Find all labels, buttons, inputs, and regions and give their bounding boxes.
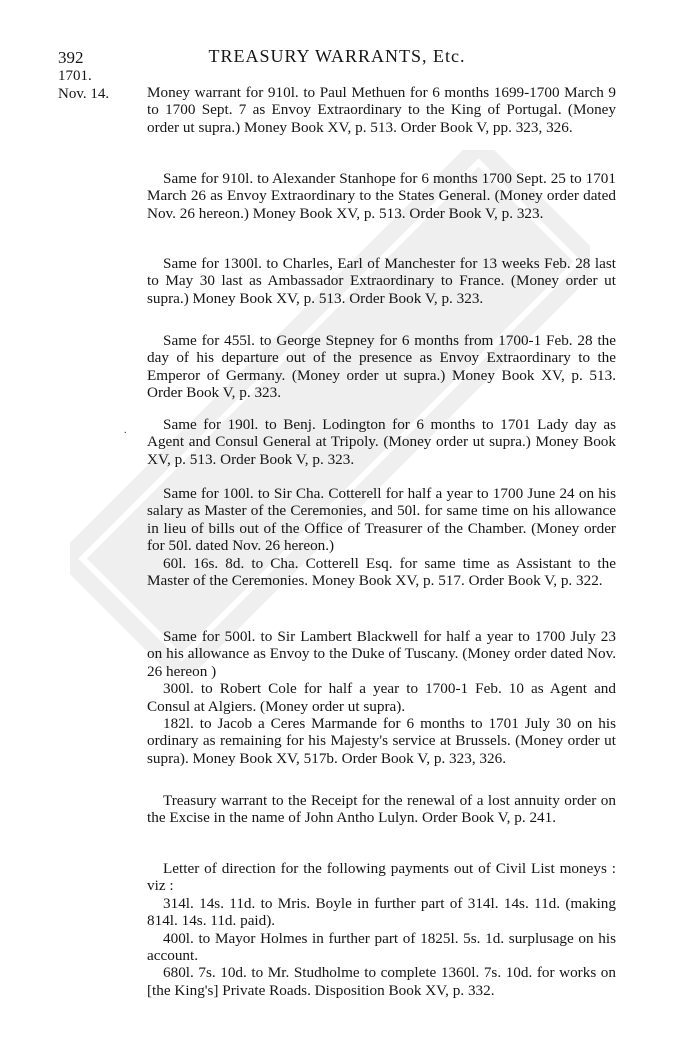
entry-stepney (147, 332, 616, 402)
entry-stanhope (147, 170, 616, 222)
entry-cotterell (147, 485, 616, 589)
margin-date: Nov. 14. (58, 86, 110, 102)
entry-paragraph: Same for 500l. to Sir Lambert Blackwell for half a year to 1700 July 23 on his allowance as Envoy to the Duke of Tuscany. (Money order dated Nov. 26 hereon ) (147, 628, 616, 680)
entry-lodington (147, 416, 616, 468)
entry-paragraph: Same for 1300l. to Charles, Earl of Manchester for 13 weeks Feb. 28 last to May 30 last as Ambassador Extraordinary to France. (Money order ut supra.) Money Book XV, p. 513. Order Book V, p. 323. (147, 255, 616, 307)
entry-paragraph: 400l. to Mayor Holmes in further part of 1825l. 5s. 1d. surplusage on his account. (147, 929, 616, 965)
entry-paragraph: Same for 190l. to Benj. Lodington for 6 months to 1701 Lady day as Agent and Consul General at Tripoly. (Money order ut supra.) Money Book XV, p. 513. Order Book V, p. 323. (147, 416, 616, 468)
stray-mark: . (124, 425, 127, 436)
entry-paragraph: Same for 100l. to Sir Cha. Cotterell for half a year to 1700 June 24 on his salary as Master of the Ceremonies, and 50l. for same time on his allowance in lieu of bills out of the Office of Treasurer of the Chamber. (Money order for 50l. dated Nov. 26 hereon.) (147, 485, 616, 555)
margin-year: 1701. (58, 68, 92, 84)
entry-paragraph: Treasury warrant to the Receipt for the renewal of a lost annuity order on the Excise in the name of John Antho Lulyn. Order Book V, p. 241. (147, 792, 616, 827)
page-number: 392 (58, 48, 84, 67)
entry-paragraph: Letter of direction for the following payments out of Civil List moneys : viz : (147, 860, 616, 895)
entry-paragraph: Money warrant for 910l. to Paul Methuen for 6 months 1699-1700 March 9 to 1700 Sept. 7 as Envoy Extraordinary to the King of Portugal. (Money order ut supra.) Money Book XV, p. 513. Order Book V, pp. 323, 326. (147, 84, 616, 136)
entry-paragraph: 314l. 14s. 11d. to Mris. Boyle in further part of 314l. 14s. 11d. (making 814l. 14s. 11d. paid). (147, 894, 616, 930)
entry-manchester (147, 255, 616, 307)
entry-methuen (147, 84, 616, 136)
entry-paragraph: Same for 910l. to Alexander Stanhope for 6 months 1700 Sept. 25 to 1701 March 26 as Envoy Extraordinary to the States General. (Money order dated Nov. 26 hereon.) Money Book XV, p. 513. Order Book V, p. 323. (147, 170, 616, 222)
entry-paragraph: 60l. 16s. 8d. to Cha. Cotterell Esq. for same time as Assistant to the Master of the Ceremonies. Money Book XV, p. 517. Order Book V, p. 322. (147, 554, 616, 590)
entry-blackwell (147, 628, 616, 767)
running-title: TREASURY WARRANTS, Etc. (208, 46, 466, 66)
entry-paragraph: 300l. to Robert Cole for half a year to 1700-1 Feb. 10 as Agent and Consul at Algiers. (Money order ut supra). (147, 680, 616, 715)
entry-paragraph: 182l. to Jacob a Ceres Marmande for 6 months to 1701 July 30 on his ordinary as remaining for his Majesty's service at Brussels. (Money order ut supra). Money Book XV, 517b. Order Book V, p. 323, 326. (147, 715, 616, 767)
entry-paragraph: 680l. 7s. 10d. to Mr. Studholme to complete 1360l. 7s. 10d. for works on [the King's] Private Roads. Disposition Book XV, p. 332. (147, 964, 616, 999)
entry-lulyn (147, 792, 616, 827)
entry-paragraph: Same for 455l. to George Stepney for 6 months from 1700-1 Feb. 28 the day of his departure out of the presence as Envoy Extraordinary to the Emperor of Germany. (Money order ut supra.) Money Book XV, p. 513. Order Book V, p. 323. (147, 332, 616, 402)
watermark-seal (70, 150, 590, 670)
entry-civil-list (147, 860, 616, 999)
